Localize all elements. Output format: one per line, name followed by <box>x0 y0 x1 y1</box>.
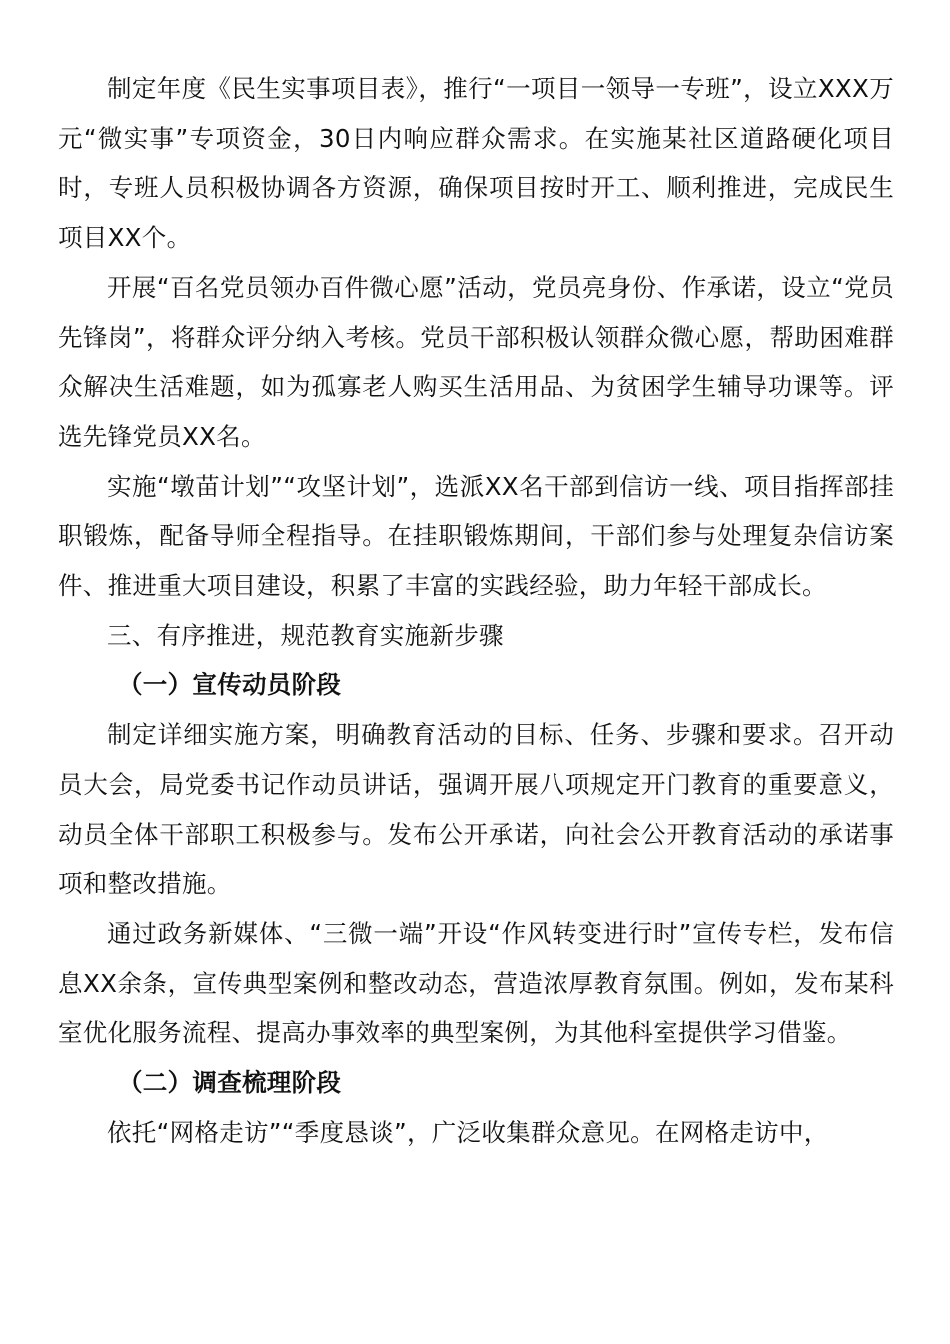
subsection-2-title: （二）调查梳理阶段 <box>118 1068 342 1098</box>
paragraph-livelihood-projects: 制定年度《民生实事项目表》，推行“一项目一领导一专班”，设立XXX万元“微实事”专项资金，30日内响应群众需求。在实施某社区道路硬化项目时，专班人员积极协调各方资源，确保项目按时开工、顺利推进，完成民生项目XX个。 <box>58 74 894 253</box>
section-heading: 三、有序推进，规范教育实施新步骤 <box>107 620 504 650</box>
paragraph-grid-visits: 依托“网格走访”“季度恳谈”，广泛收集群众意见。在网格走访中， <box>107 1117 829 1147</box>
paragraph-cadre-training: 实施“墩苗计划”“攻坚计划”，选派XX名干部到信访一线、项目指挥部挂职锻炼，配备导师全程指导。在挂职锻炼期间，干部们参与处理复杂信访案件、推进重大项目建设，积累了丰富的实践经验，助力年轻干部成长。 <box>58 471 894 601</box>
subsection-1-title: （一）宣传动员阶段 <box>118 670 342 700</box>
paragraph-implementation-plan: 制定详细实施方案，明确教育活动的目标、任务、步骤和要求。召开动员大会，局党委书记作动员讲话，强调开展八项规定开门教育的重要意义，动员全体干部职工积极参与。发布公开承诺，向社会公开教育活动的承诺事项和整改措施。 <box>58 720 894 899</box>
paragraph-party-member-wishes: 开展“百名党员领办百件微心愿”活动，党员亮身份、作承诺，设立“党员先锋岗”，将群众评分纳入考核。党员干部积极认领群众微心愿，帮助困难群众解决生活难题，如为孤寡老人购买生活用品、为贫困学生辅导功课等。评选先锋党员XX名。 <box>58 272 894 451</box>
paragraph-media-publicity: 通过政务新媒体、“三微一端”开设“作风转变进行时”宣传专栏，发布信息XX余条，宣传典型案例和整改动态，营造浓厚教育氛围。例如，发布某科室优化服务流程、提高办事效率的典型案例，为其他科室提供学习借鉴。 <box>58 918 894 1048</box>
document-page <box>58 64 894 1157</box>
